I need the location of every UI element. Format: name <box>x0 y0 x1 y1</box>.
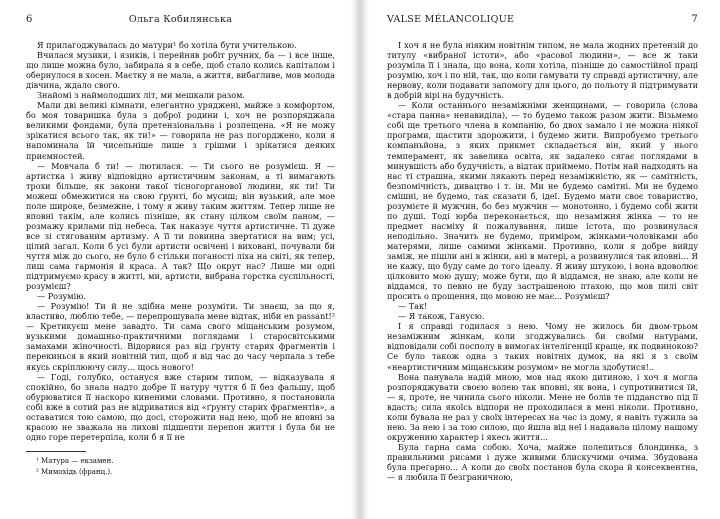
right-page <box>363 0 720 519</box>
footnote: ¹ Матура — екзамен. <box>36 457 114 465</box>
right-page-header <box>387 14 698 28</box>
left-page <box>0 0 357 519</box>
left-page-body <box>26 40 335 442</box>
paragraph: Вчилася музики, і язиків, і перейняв робіт ручних, ба — і все інше, що лише можна було, забирала я в себе, щоб стало колись капіталом і обернулося в хосен. Маєтку я не мала, а життя, вибагливе, мов молода дівчина, ждало свого. <box>26 50 335 91</box>
paragraph: — Годі, голубко, остануся вже старим типом, — відказувала я спокійно, бо знала надто добре її натуру чуття б її без фальшу, щоб обурюватися її наскоро киненими словами. Противно, я постановила собі вже в сотий раз не відриватися від «ґрунту старих фрагментів», а оставатися тою самою, що досі, сторожити над нею, щоб не вповні за красою не зважала на лихові підшепти перепон життя і була би не одно горе перетерпіла, коли б я її не <box>26 371 335 442</box>
paragraph: Я прилагоджувалась до матури¹ бо хотіла бути учителькою. <box>37 40 297 50</box>
paragraph: — Мовчала б ти! — лютилася. — Ти сього не розумієш. Я — артистка і живу відповідно артистичним законам, а ті вимагають трохи більше, як закони такої тісногорганової людини, як ти! Ти можеш обмежитися на свою ґрунті, бо мусиш; він вузький, але мое поле широке, безмежне, і тому я живу таким життям. Тепер лише не вповні такім, але колись пізніше, як стану цілком своїм паном, — розмажу крилами під небеса. Так наказує чуття артистичне. Ті дуже все зі стягованим артизму. А її ти повинна звертатися на вим; усі, цілий загал. Коли б усі були артисти освічені і виховані, почували би чуття між до сього, не було б стільки поганості ліха на світі, як тепер, лиш сама гармонія й краса. А так? Що окрут нас? Лише ми одні підтримуємо красу в житті, ми, артисти, вибрана горстка суспільності, розумієш? <box>26 160 335 292</box>
page-number: 6 <box>26 14 33 25</box>
paragraph: — Так! <box>398 301 428 312</box>
right-page-body <box>387 40 698 482</box>
page-number: 7 <box>691 14 698 25</box>
paragraph: — Коли останнього незаміжніми женщинами, — говорила (слова «стара панна» ненавиділа), — то будемо також разом жити. Візьмемо собі ще третього члена в компанію, бо двох замало і не можна ніякої програми, щастити здорожити, і будемо жити. Випробуємо третього компаньйона, з яких прикмет складається він, який у нього темперамент, як завелика освіта, як задалеко сягає поглядами в минувшість або будучність, а відтак приймемо. Потім най надходять на нас ті страшна, якими лякають перед незаміжністю, як — самітність, безпомічність, дивацтво і т. ін. Ми не будемо самітні. Ми не будемо смішні, не будемо, так сказати б, ідеї. Будемо мати своє товариство, розумієте й мужчин, бо без мужчин — монотонно, і будемо собі жити по душі. Тоді юрба переконається, що незаміжня жінка — то не предмет насміху й пожалування, лише істота, що розвинулася неподільно. Значить не будемо, приміром, жінками-чоловіками або матерями, лише самими жінками. Противно, коли я добре вийду заміж, не пішли ані в жінки, ані в матері, а розвинулися так вповні... Я не кажу, що буду саме до того ідеалу. Я живу штукою, і вона вдоволює цілковито мою душу; може бути, що й віддамся, не знаю, але коли не віддамся, то певно не буду застрашеною птахою, що мов пилі світ просить о прощення, що мовою не має... Розумієш? <box>387 100 698 302</box>
running-head-title: VALSE MÉLANCOLIQUE <box>387 14 515 25</box>
paragraph: Була гарна сама собою. Хоча, майже полепиться блондинка, з правильними рисами і дуже живими блискучими очима. Збудована була прегарно... А коли до своїх постанов була скора й консеквентна, — я любила її безграничною, <box>387 441 698 483</box>
left-page-header <box>26 14 335 28</box>
paragraph: Знайомі з наймолодших літ, ми мешкали разом. <box>37 90 245 101</box>
paragraph: Мали дві великі кімнати, елегантно уряджені, майже з комфортом, бо моя товаришка була з доброї родини і, хоч не розпоряджала великими фондами, була претензіональна і розпещена. «Я не можу зрікатися всього так, як ти!» — говорила не раз погорджено, коли я напоминала їй чисельніше лише з грішми і зрікатися деяких приємностей. <box>26 100 335 161</box>
paragraph: — Розумію. <box>37 291 86 302</box>
paragraph: І хоч я не була ніяким новітнім типом, не мала жодних претензій до титулу «вибраної істоти», або «расової людини», — все ж таки розуміла її і знала, що вона, коли хотіла, пізніше до самостійної праці розумію, хоч і по ній, так, що коли гамувати ту справді артистичну, але нервову, коли подавати запомогу для цього, до польоту й підтримувати в добрій вірі на будучність. <box>387 40 698 101</box>
paragraph: — Я також, Ганусю. <box>398 311 485 322</box>
footnote-rule <box>26 451 86 452</box>
footnote: ² Мимохідь (франц.). <box>36 467 113 476</box>
paragraph: Вона панувала надій мною, мов над якою дитиною, і хоч я могла розпоряджувати своєю волею так вповні, як вона, і супротивитися їй, — я, проте, не чинила сього ніколи. Мене не болів те підданство під її вдасть; сила якоїсь відпори не проходилася в мені ніколи. Противно, коли бувала не раз у своїх інтересах на час із дому, я навіть тужила за нею. За нею і за тою силою, що йшла від неї і надавала цілому нашому окруженню характер і якесь життя... <box>387 371 698 442</box>
paragraph: — Розумію! Ти й не здібна мене розуміти. Ти знаєш, за що я, властиво, люблю тебе, — перепрошувала мене відтак, ніби en passant!² — Кретикуєш мене завадто. Ти сама свого міщанським розумом, вузькими домашньо-практичними поглядами і старосвітськими замахами жіночності. Відорвися раз від ґрунту старих фрагментів і перекинься в який новітній тип, щоб я від час до часу черпала з тебе якусь скріплюючу силу... щось нового! <box>26 301 335 372</box>
paragraph: І я справді годилася з нею. Чому не жилось би двом-трьом незаміжним жінкам, коли згоджувались би своїми натурами, відповідали собі посполу в вимогах інтелігенції краще, як подвинокою? Се було також одна з таких новітніх думок, на які я з своїм «неартистичним міщанським розумом» не могла здобутися!.. <box>387 321 698 372</box>
running-head-author: Ольга Кобилянська <box>128 14 233 25</box>
footnotes <box>26 451 335 477</box>
